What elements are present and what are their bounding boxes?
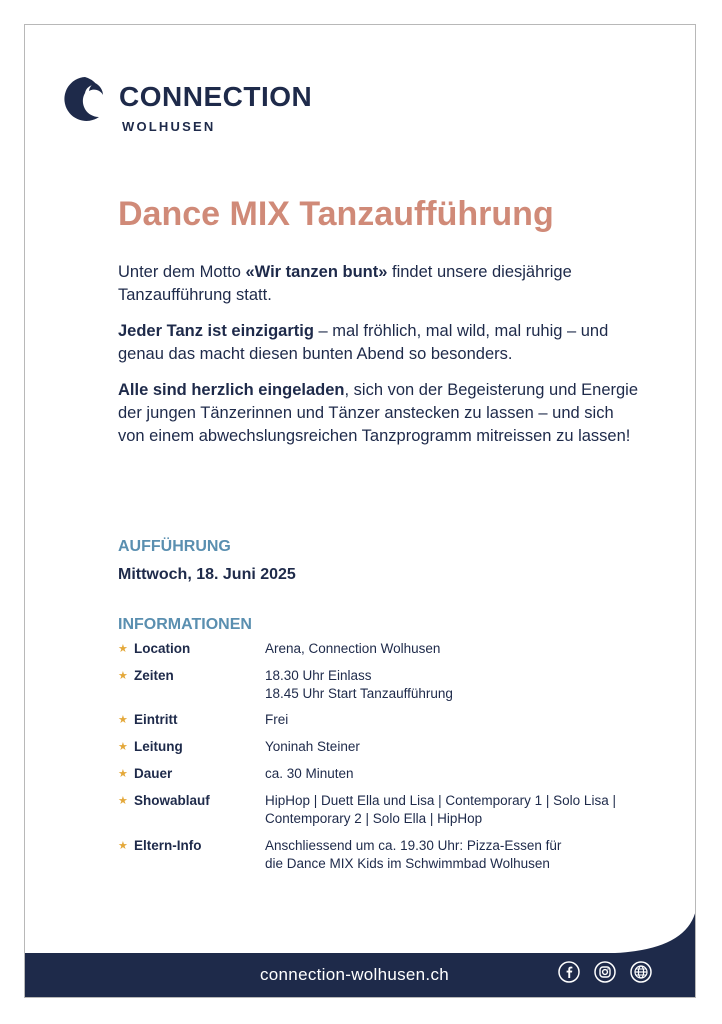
info-value <box>265 837 658 873</box>
intro-text-segment: findet unsere diesjährige Tanzaufführung statt. <box>118 263 572 304</box>
value-line: Yoninah Steiner <box>265 739 360 754</box>
intro-paragraph-1 <box>118 261 638 307</box>
info-label: Eintritt <box>134 712 178 727</box>
info-row-lead <box>118 738 658 765</box>
info-row-program <box>118 792 658 837</box>
value-line: Arena, Connection Wolhusen <box>265 641 441 656</box>
star-icon: ★ <box>118 714 128 726</box>
facebook-icon[interactable] <box>558 961 580 983</box>
instagram-icon[interactable] <box>594 961 616 983</box>
info-value <box>265 738 658 756</box>
info-label: Showablauf <box>134 793 210 808</box>
value-line: ca. 30 Minuten <box>265 766 354 781</box>
intro-text <box>118 261 638 461</box>
info-label: Leitung <box>134 739 183 754</box>
intro-paragraph-2 <box>118 320 638 366</box>
info-label: Dauer <box>134 766 173 781</box>
star-icon: ★ <box>118 643 128 655</box>
star-icon: ★ <box>118 840 128 852</box>
logo-wave-icon <box>59 73 103 125</box>
value-line: Frei <box>265 712 289 727</box>
value-line: Contemporary 2 | Solo Ella | HipHop <box>265 811 483 826</box>
intro-emphasis: Jeder Tanz ist einzigartig <box>118 322 314 340</box>
info-row-parents <box>118 837 658 877</box>
info-table <box>118 640 658 877</box>
footer-website-link[interactable]: connection-wolhusen.ch <box>260 965 449 984</box>
info-label: Zeiten <box>134 668 174 683</box>
star-icon: ★ <box>118 795 128 807</box>
info-label: Eltern-Info <box>134 838 202 853</box>
info-row-times <box>118 667 658 711</box>
value-line: HipHop | Duett Ella und Lisa | Contemporary 1 | Solo Lisa | <box>265 793 616 808</box>
value-line: Anschliessend um ca. 19.30 Uhr: Pizza-Essen für <box>265 838 562 853</box>
info-row-admission <box>118 711 658 738</box>
flyer-page <box>24 24 696 998</box>
intro-text-segment: , sich von der Begeisterung und Energie der jungen Tänzerinnen und Tänzer anstecken zu lassen – und sich von einem abwechslungsreichen Tanzprogramm mitreissen zu lassen! <box>118 381 639 445</box>
info-value <box>265 792 658 828</box>
info-value <box>265 711 658 729</box>
intro-paragraph-3 <box>118 379 638 448</box>
page-title: Dance MIX Tanzaufführung <box>118 195 554 233</box>
value-line: 18.30 Uhr Einlass <box>265 668 372 683</box>
info-row-location <box>118 640 658 667</box>
globe-icon[interactable] <box>630 961 652 983</box>
info-row-duration <box>118 765 658 792</box>
brand-name: CONNECTION <box>119 81 313 112</box>
brand-subtitle: WOLHUSEN <box>122 119 216 134</box>
value-line: 18.45 Uhr Start Tanzaufführung <box>265 686 453 701</box>
info-value <box>265 765 658 783</box>
value-line: die Dance MIX Kids im Schwimmbad Wolhusen <box>265 856 550 871</box>
info-heading: INFORMATIONEN <box>118 616 252 633</box>
info-value <box>265 667 658 703</box>
intro-text-segment: – mal fröhlich, mal wild, mal ruhig – und genau das macht diesen bunten Abend so besonders. <box>118 322 609 363</box>
intro-text-segment: Unter dem Motto <box>118 263 246 281</box>
star-icon: ★ <box>118 741 128 753</box>
performance-date: Mittwoch, 18. Juni 2025 <box>118 566 296 583</box>
info-label: Location <box>134 641 191 656</box>
star-icon: ★ <box>118 670 128 682</box>
performance-heading: AUFFÜHRUNG <box>118 538 231 555</box>
star-icon: ★ <box>118 768 128 780</box>
motto: «Wir tanzen bunt» <box>245 263 388 281</box>
info-value <box>265 640 658 658</box>
intro-emphasis: Alle sind herzlich eingeladen <box>118 381 345 399</box>
